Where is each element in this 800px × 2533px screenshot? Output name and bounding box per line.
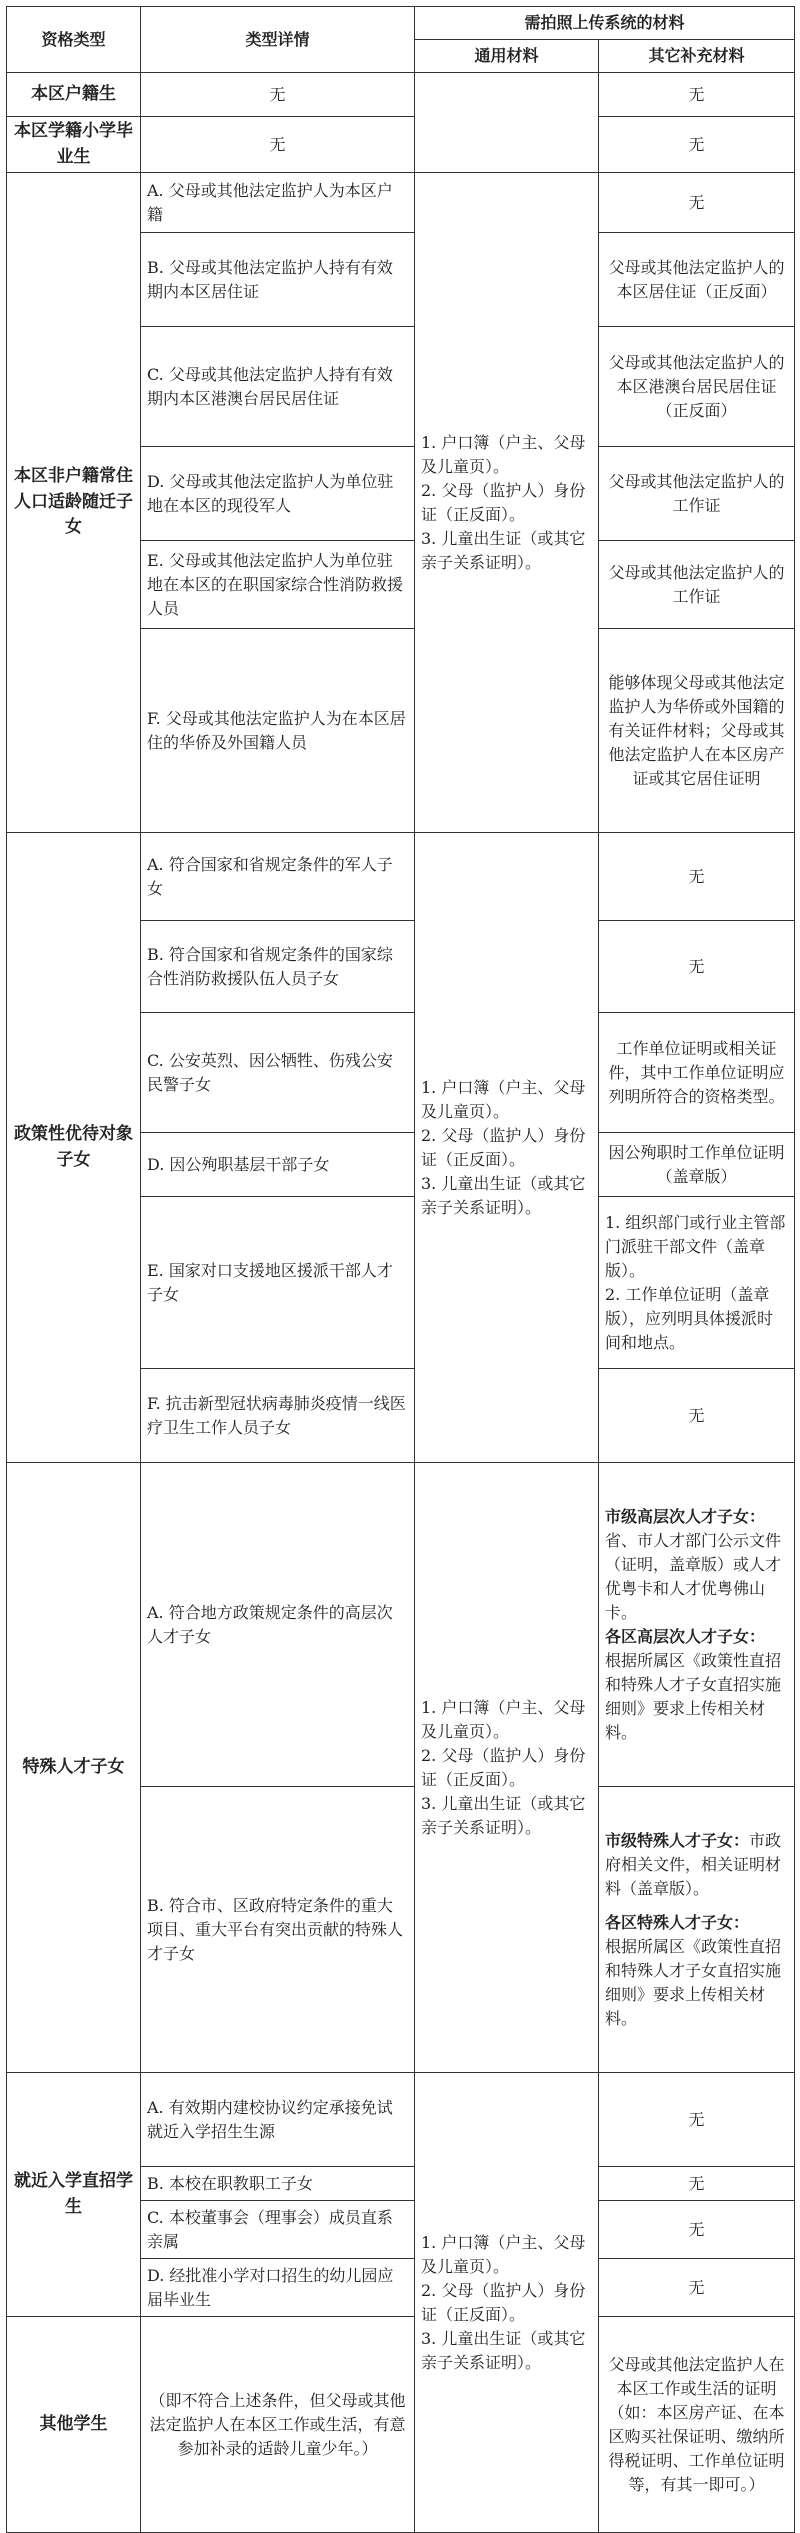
extra-cell: 父母或其他法定监护人的本区居住证（正反面） (599, 233, 795, 327)
extra-cell: 无 (599, 921, 795, 1013)
common-line-1: 1. 户口簿（户主、父母及儿童页）。 (421, 2232, 586, 2276)
header-extra: 其它补充材料 (599, 40, 795, 73)
type-cell: 特殊人才子女 (7, 1463, 141, 2073)
table-row (7, 173, 795, 233)
detail-cell: 无 (141, 117, 415, 173)
extra-cell: 无 (599, 833, 795, 921)
extra-cell (599, 1197, 795, 1369)
extra-cell: 无 (599, 2201, 795, 2259)
header-materials: 需拍照上传系统的材料 (415, 7, 795, 40)
detail-cell: A. 有效期内建校协议约定承接免试就近入学招生生源 (141, 2073, 415, 2167)
common-line-2: 2. 父母（监护人）身份证（正反面）。 (421, 480, 586, 524)
extra-heading: 各区特殊人才子女： (605, 1912, 750, 1932)
extra-cell: 无 (599, 2167, 795, 2201)
extra-cell: 无 (599, 117, 795, 173)
detail-cell: E. 国家对口支援地区援派干部人才子女 (141, 1197, 415, 1369)
detail-cell: B. 父母或其他法定监护人持有有效期内本区居住证 (141, 233, 415, 327)
table-row (7, 73, 795, 117)
extra-cell: 无 (599, 173, 795, 233)
extra-cell: 无 (599, 73, 795, 117)
type-cell: 其他学生 (7, 2317, 141, 2533)
type-cell: 本区非户籍常住人口适龄随迁子女 (7, 173, 141, 833)
header-common: 通用材料 (415, 40, 599, 73)
header-row-1 (7, 7, 795, 40)
extra-cell: 父母或其他法定监护人在本区工作或生活的证明（如：本区房产证、在本区购买社保证明、缴纳所得税证明、工作单位证明等，有其一即可。） (599, 2317, 795, 2533)
common-materials (415, 2073, 599, 2533)
extra-heading: 各区高层次人才子女： (605, 1626, 766, 1646)
extra-cell: 父母或其他法定监护人的本区港澳台居民居住证（正反面） (599, 327, 795, 447)
common-line-3: 3. 儿童出生证（或其它亲子关系证明）。 (421, 528, 586, 572)
header-type: 资格类型 (7, 7, 141, 73)
detail-cell: D. 因公殉职基层干部子女 (141, 1133, 415, 1197)
extra-cell: 因公殉职时工作单位证明（盖章版） (599, 1133, 795, 1197)
common-line-3: 3. 儿童出生证（或其它亲子关系证明）。 (421, 2328, 586, 2372)
detail-cell: D. 父母或其他法定监护人为单位驻地在本区的现役军人 (141, 447, 415, 541)
admission-materials-table (6, 6, 795, 2533)
extra-line-2: 2. 工作单位证明（盖章版），应列明具体援派时间和地点。 (605, 1284, 774, 1352)
extra-cell: 无 (599, 2259, 795, 2317)
extra-line-1: 1. 组织部门或行业主管部门派驻干部文件（盖章版）。 (605, 1212, 786, 1280)
detail-cell: B. 本校在职教职工子女 (141, 2167, 415, 2201)
detail-cell: C. 本校董事会（理事会）成员直系亲属 (141, 2201, 415, 2259)
extra-body: 市政府相关文件，相关证明材料（盖章版）。 (605, 1830, 782, 1898)
common-materials (415, 173, 599, 833)
common-line-3: 3. 儿童出生证（或其它亲子关系证明）。 (421, 1793, 586, 1837)
detail-cell: F. 父母或其他法定监护人为在本区居住的华侨及外国籍人员 (141, 629, 415, 833)
extra-cell: 无 (599, 1369, 795, 1463)
detail-cell: C. 公安英烈、因公牺牲、伤残公安民警子女 (141, 1013, 415, 1133)
extra-cell: 能够体现父母或其他法定监护人为华侨或外国籍的有关证件材料；父母或其他法定监护人在本区房产证或其它居住证明 (599, 629, 795, 833)
detail-cell: （即不符合上述条件，但父母或其他法定监护人在本区工作或生活，有意参加补录的适龄儿童少年。） (141, 2317, 415, 2533)
extra-cell: 父母或其他法定监护人的工作证 (599, 447, 795, 541)
detail-cell: B. 符合市、区政府特定条件的重大项目、重大平台有突出贡献的特殊人才子女 (141, 1787, 415, 2073)
extra-body: 根据所属区《政策性直招和特殊人才子女直招实施细则》要求上传相关材料。 (605, 1936, 782, 2028)
common-materials (415, 833, 599, 1463)
common-line-2: 2. 父母（监护人）身份证（正反面）。 (421, 1745, 586, 1789)
detail-cell: C. 父母或其他法定监护人持有有效期内本区港澳台居民居住证 (141, 327, 415, 447)
common-line-3: 3. 儿童出生证（或其它亲子关系证明）。 (421, 1173, 586, 1217)
extra-cell: 工作单位证明或相关证件，其中工作单位证明应列明所符合的资格类型。 (599, 1013, 795, 1133)
type-cell: 政策性优待对象子女 (7, 833, 141, 1463)
type-cell: 就近入学直招学生 (7, 2073, 141, 2317)
common-line-1: 1. 户口簿（户主、父母及儿童页）。 (421, 1697, 586, 1741)
detail-cell: F. 抗击新型冠状病毒肺炎疫情一线医疗卫生工作人员子女 (141, 1369, 415, 1463)
detail-cell: B. 符合国家和省规定条件的国家综合性消防救援队伍人员子女 (141, 921, 415, 1013)
extra-cell: 无 (599, 2073, 795, 2167)
common-materials (415, 1463, 599, 2073)
detail-cell: A. 父母或其他法定监护人为本区户籍 (141, 173, 415, 233)
common-line-2: 2. 父母（监护人）身份证（正反面）。 (421, 2280, 586, 2324)
extra-cell (599, 1463, 795, 1787)
common-line-2: 2. 父母（监护人）身份证（正反面）。 (421, 1125, 586, 1169)
detail-cell: A. 符合地方政策规定条件的高层次人才子女 (141, 1463, 415, 1787)
table-row (7, 117, 795, 173)
table-row (7, 2073, 795, 2167)
table-row (7, 833, 795, 921)
detail-cell: D. 经批准小学对口招生的幼儿园应届毕业生 (141, 2259, 415, 2317)
table-row (7, 1463, 795, 1787)
extra-body: 根据所属区《政策性直招和特殊人才子女直招实施细则》要求上传相关材料。 (605, 1650, 782, 1742)
header-detail: 类型详情 (141, 7, 415, 73)
detail-cell: 无 (141, 73, 415, 117)
extra-body: 省、市人才部门公示文件（证明，盖章版）或人才优粤卡和人才优粤佛山卡。 (605, 1530, 782, 1622)
extra-cell (599, 1787, 795, 2073)
type-cell: 本区学籍小学毕业生 (7, 117, 141, 173)
table-row (7, 2317, 795, 2533)
extra-heading: 市级高层次人才子女： (605, 1506, 766, 1526)
common-line-1: 1. 户口簿（户主、父母及儿童页）。 (421, 432, 586, 476)
type-cell: 本区户籍生 (7, 73, 141, 117)
detail-cell: E. 父母或其他法定监护人为单位驻地在本区的在职国家综合性消防救援人员 (141, 541, 415, 629)
common-materials-empty (415, 73, 599, 173)
common-line-1: 1. 户口簿（户主、父母及儿童页）。 (421, 1077, 586, 1121)
extra-heading: 市级特殊人才子女： (605, 1830, 750, 1850)
extra-cell: 父母或其他法定监护人的工作证 (599, 541, 795, 629)
detail-cell: A. 符合国家和省规定条件的军人子女 (141, 833, 415, 921)
